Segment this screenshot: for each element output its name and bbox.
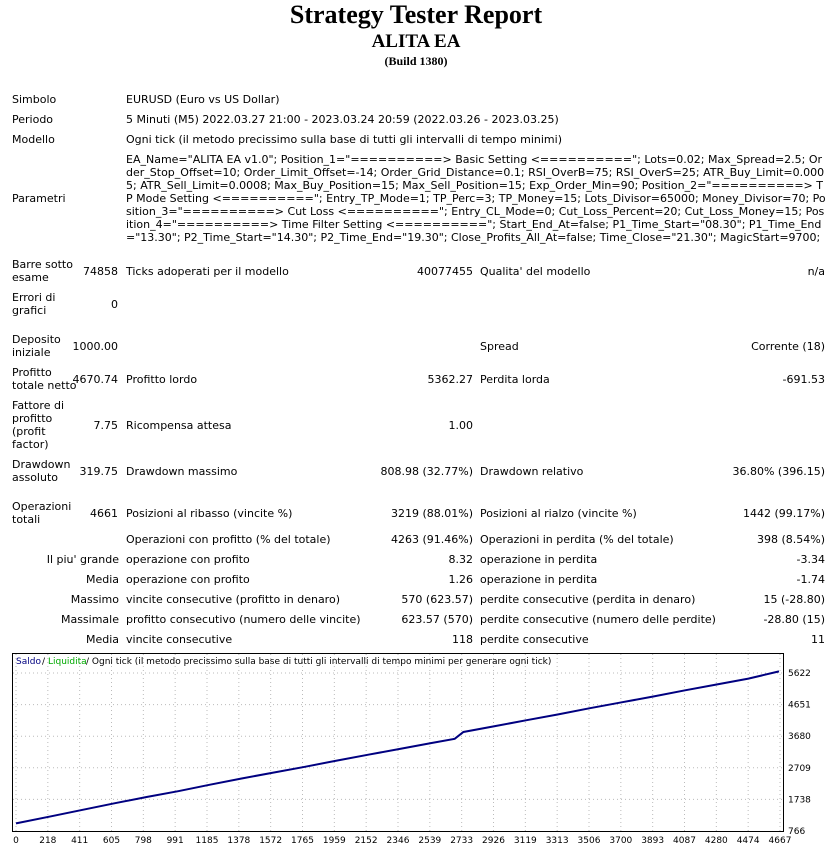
x-tick-label: 1572 — [259, 836, 283, 846]
largest-label: Il piu' grande — [46, 553, 119, 566]
profit-trades-value: 4263 (91.46%) — [390, 533, 473, 546]
period-value: 5 Minuti (M5) 2022.03.27 21:00 - 2023.03.24 20:59 (2022.03.26 - 2023.03.25) — [126, 113, 559, 126]
x-tick-label: 2926 — [482, 836, 505, 846]
x-tick-label: 2152 — [354, 836, 378, 846]
average-consecutive-losses-value: 11 — [811, 633, 825, 646]
spread-label: Spread — [480, 340, 519, 353]
expected-payoff-label: Ricompensa attesa — [126, 419, 232, 432]
long-positions-value: 1442 (99.17%) — [742, 507, 825, 520]
y-tick-label: 1738 — [788, 795, 811, 806]
x-tick-label: 2346 — [386, 836, 410, 846]
bars-value: 74858 — [83, 265, 118, 278]
x-tick-label: 3893 — [641, 836, 665, 846]
drawdown-absolute-label-line1: Drawdown — [12, 458, 71, 471]
ticks-label: Ticks adoperati per il modello — [126, 265, 289, 278]
params-value: EA_Name="ALITA EA v1.0"; Position_1="==========> Basic Setting <=========="; Lots=0.02; Max_Spread=2.5; Order_Stop_Offset=10; Order_Limit_Offset=-14; Order_Grid_Distance=0.1; RSI_OverB=75; RSI_OverS=25; ATR_Buy_Limit=0.0005; ATR_Sell_Limit=0.0008; Max_Buy_Position=15; Max_Sell_Position=15; Exp_Order_Min=90; Position_2="==========> TP Mode Setting <=========="; Entry_TP_Mode=1; TP_Perc=3; TP_Money=15; Lots_Divisor=65000; Money_Divisor=70; Position_3="==========> Cut Loss <=========="; Entry_CL_Mode=0; Cut_Loss_Percent=20; Cut_Loss_Money=15; Position_4="==========> Time Filter Setting <=========="; Start_End_At=false; P1_Time_Start="08.30"; P1_Time_End="13.30"; P2_Time_Start="14.30"; P2_Time_End="19.30"; Close_Profits_All_At=false; Time_Close="21.30"; MagicStart=9700; — [126, 153, 826, 244]
x-tick-label: 991 — [166, 836, 184, 846]
x-tick-label: 2733 — [450, 836, 474, 846]
x-tick-label: 2539 — [418, 836, 442, 846]
legend-description: / Ogni tick (il metodo precissimo sulla base di tutti gli intervalli di tempo minimi per generare ogni tick) — [86, 657, 552, 667]
bars-label-line2: esame — [12, 271, 49, 284]
maximal-consecutive-loss-value: -28.80 (15) — [763, 613, 825, 626]
quality-value: n/a — [807, 265, 825, 278]
x-tick-label: 218 — [39, 836, 57, 846]
profit-factor-label-line4: factor) — [12, 438, 49, 451]
maximal-consecutive-profit-label: profitto consecutivo (numero delle vincite) — [126, 613, 361, 626]
deposit-value: 1000.00 — [72, 340, 118, 353]
profit-factor-label-line2: profitto — [12, 412, 53, 425]
balance-chart — [12, 653, 828, 847]
legend-balance: Saldo — [16, 657, 41, 667]
max-consecutive-losses-label: perdite consecutive (perdita in denaro) — [480, 593, 696, 606]
maximum-label: Massimo — [70, 593, 119, 606]
y-tick-label: 766 — [788, 827, 806, 837]
profit-factor-label-line3: (profit — [12, 425, 46, 438]
largest-loss-value: -3.34 — [796, 553, 825, 566]
x-tick-label: 3313 — [545, 836, 569, 846]
drawdown-absolute-value: 319.75 — [79, 465, 118, 478]
ea-name: ALITA EA — [371, 31, 461, 52]
x-tick-label: 3700 — [609, 836, 633, 846]
average-label: Media — [85, 573, 119, 586]
average-consecutive-wins-value: 118 — [452, 633, 473, 646]
errors-label-line2: grafici — [12, 304, 47, 317]
x-tick-label: 1378 — [227, 836, 251, 846]
profit-trades-label: Operazioni con profitto (% del totale) — [126, 533, 331, 546]
short-positions-value: 3219 (88.01%) — [390, 507, 473, 520]
net-profit-label-line2: totale netto — [12, 379, 77, 392]
gross-loss-label: Perdita lorda — [480, 373, 550, 386]
x-tick-label: 1185 — [195, 836, 219, 846]
symbol-value: EURUSD (Euro vs US Dollar) — [126, 93, 280, 106]
model-label: Modello — [12, 133, 55, 146]
maximal-consecutive-loss-label: perdite consecutive (numero delle perdite) — [480, 613, 716, 626]
drawdown-relative-value: 36.80% (396.15) — [732, 465, 825, 478]
largest-profit-label: operazione con profito — [126, 553, 250, 566]
loss-trades-label: Operazioni in perdita (% del totale) — [480, 533, 674, 546]
x-tick-label: 0 — [13, 836, 19, 846]
x-tick-label: 3119 — [513, 836, 537, 846]
long-positions-label: Posizioni al rialzo (vincite %) — [480, 507, 637, 520]
errors-value: 0 — [111, 298, 118, 311]
x-tick-label: 411 — [71, 836, 89, 846]
expected-payoff-value: 1.00 — [448, 419, 473, 432]
deposit-label-line1: Deposito — [12, 333, 61, 346]
drawdown-max-label: Drawdown massimo — [126, 465, 238, 478]
profit-factor-value: 7.75 — [93, 419, 118, 432]
profit-factor-label-line1: Fattore di — [12, 399, 64, 412]
total-trades-label-line1: Operazioni — [12, 500, 72, 513]
maximal-consecutive-profit-value: 623.57 (570) — [401, 613, 473, 626]
x-tick-label: 4087 — [673, 836, 696, 846]
total-trades-value: 4661 — [90, 507, 118, 520]
short-positions-label: Posizioni al ribasso (vincite %) — [126, 507, 293, 520]
drawdown-relative-label: Drawdown relativo — [480, 465, 584, 478]
average-loss-label: operazione in perdita — [480, 573, 598, 586]
average-profit-value: 1.26 — [448, 573, 473, 586]
gross-loss-value: -691.53 — [782, 373, 825, 386]
average-profit-label: operazione con profito — [126, 573, 250, 586]
gross-profit-value: 5362.27 — [427, 373, 473, 386]
ticks-value: 40077455 — [417, 265, 473, 278]
drawdown-max-value: 808.98 (32.77%) — [380, 465, 473, 478]
x-tick-label: 798 — [134, 836, 152, 846]
max-consecutive-wins-value: 570 (623.57) — [401, 593, 473, 606]
x-tick-label: 1765 — [291, 836, 314, 846]
y-tick-label: 3680 — [788, 732, 811, 743]
symbol-label: Simbolo — [12, 93, 57, 106]
model-value: Ogni tick (il metodo precissimo sulla base di tutti gli intervalli di tempo minimi) — [126, 133, 562, 146]
gross-profit-label: Profitto lordo — [126, 373, 198, 386]
deposit-label-line2: iniziale — [12, 346, 51, 359]
largest-loss-label: operazione in perdita — [480, 553, 598, 566]
report-title: Strategy Tester Report — [289, 0, 543, 29]
y-tick-label: 2709 — [788, 763, 811, 774]
bars-label-line1: Barre sotto — [12, 258, 73, 271]
x-tick-label: 4667 — [768, 836, 792, 846]
x-tick-label: 605 — [102, 836, 121, 846]
net-profit-label-line1: Profitto — [12, 366, 52, 379]
errors-label-line1: Errori di — [12, 291, 56, 304]
y-tick-label: 4651 — [788, 700, 811, 711]
legend-equity: Liquidita — [48, 657, 87, 667]
x-tick-label: 3506 — [577, 836, 601, 846]
largest-profit-value: 8.32 — [448, 553, 473, 566]
x-tick-label: 4280 — [704, 836, 728, 846]
legend-separator: / — [42, 657, 46, 667]
drawdown-absolute-label-line2: assoluto — [12, 471, 59, 484]
max-consecutive-losses-value: 15 (-28.80) — [763, 593, 825, 606]
max-consecutive-wins-label: vincite consecutive (profitto in denaro) — [126, 593, 340, 606]
params-label: Parametri — [12, 192, 66, 205]
x-tick-label: 1959 — [322, 836, 346, 846]
quality-label: Qualita' del modello — [480, 265, 591, 278]
y-tick-label: 5622 — [788, 669, 811, 679]
build-number: (Build 1380) — [384, 54, 448, 68]
average-consecutive-losses-label: perdite consecutive — [480, 633, 589, 646]
spread-value: Corrente (18) — [751, 340, 825, 353]
average-consecutive-label: Media — [85, 633, 119, 646]
maximal-label: Massimale — [60, 613, 119, 626]
average-loss-value: -1.74 — [796, 573, 825, 586]
x-tick-label: 4474 — [736, 836, 760, 846]
net-profit-value: 4670.74 — [72, 373, 118, 386]
average-consecutive-wins-label: vincite consecutive — [126, 633, 233, 646]
loss-trades-value: 398 (8.54%) — [756, 533, 825, 546]
period-label: Periodo — [12, 113, 54, 126]
total-trades-label-line2: totali — [12, 513, 41, 526]
